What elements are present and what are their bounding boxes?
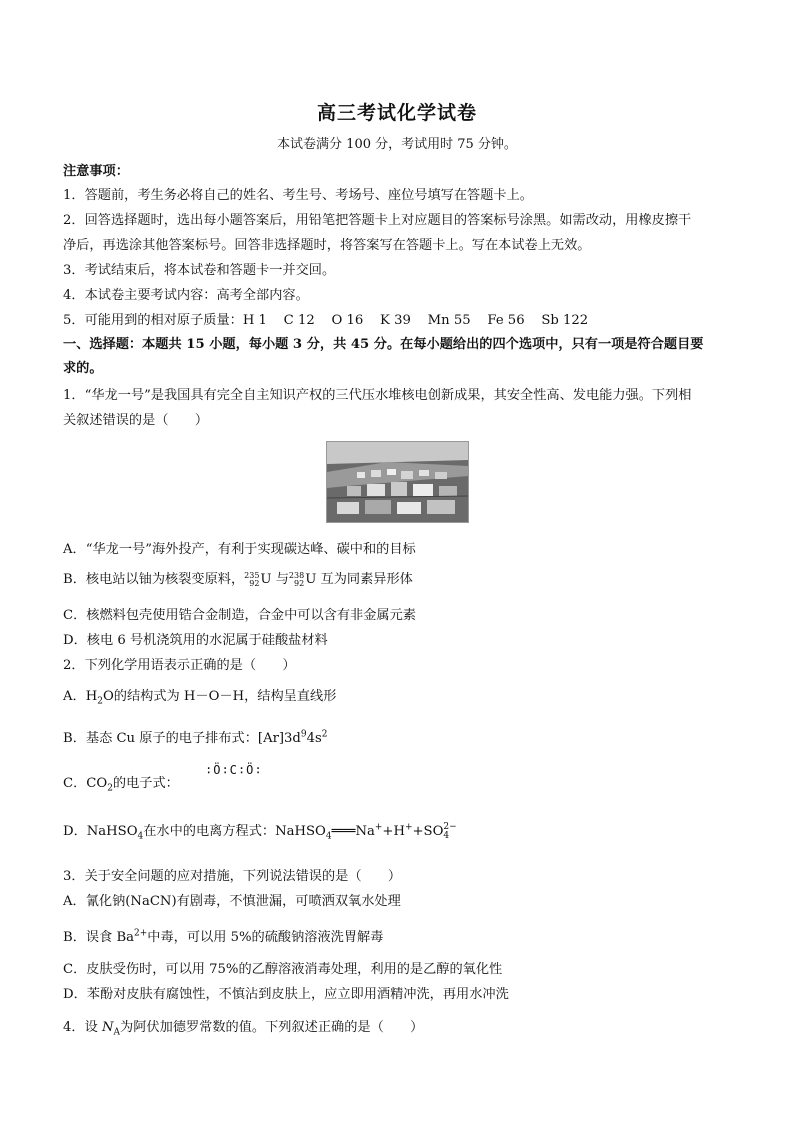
q2-option-d-text: 在水中的电离方程式：	[143, 824, 276, 839]
q2-option-c-text: 的电子式：	[112, 776, 179, 791]
subscript: 2	[97, 696, 103, 707]
mass-number: 235	[244, 570, 260, 580]
formula: H	[85, 689, 98, 704]
superscript: +	[374, 822, 383, 833]
note-item: 5．可能用到的相对原子质量：H 1 C 12 O 16 K 39 Mn 55 Fe 56 Sb 122	[63, 313, 589, 328]
q1-stem: 1．“华龙一号”是我国具有完全自主知识产权的三代压水堆核电创新成果，其安全性高、发电能力强。下列相	[63, 388, 692, 403]
section-heading-cont: 求的。	[63, 361, 103, 376]
note-item: 1．答题前，考生务必将自己的姓名、考生号、考场号、座位号填写在答题卡上。	[63, 188, 533, 203]
note-item: 净后，再选涂其他答案标号。回答非选择题时，将答案写在答题卡上。写在本试卷上无效。	[63, 238, 591, 253]
superscript: 2	[321, 729, 328, 740]
q3-option-c: C．皮肤受伤时，可以用 75%的乙醇溶液消毒处理，利用的是乙醇的氧化性	[63, 962, 503, 977]
isotope-u235	[244, 572, 259, 588]
subscript: A	[113, 1027, 121, 1038]
equation-rhs: +H	[382, 824, 405, 839]
note-item: 2．回答选择题时，选出每小题答案后，用铅笔把答题卡上对应题目的答案标号涂黑。如需改动，用橡皮擦干	[63, 213, 692, 228]
page-subtitle: 本试卷满分 100 分，考试用时 75 分钟。	[277, 137, 517, 152]
mass-number: 238	[288, 570, 305, 580]
q2-option-a-text: 的结构式为 H－O－H，结构呈直线形	[113, 689, 337, 704]
q3-option-b-text: B．误食 Ba	[63, 930, 134, 945]
q1-option-c: C．核燃料包壳使用锆合金制造，合金中可以含有非金属元素	[63, 608, 416, 623]
equation-arrow: ═══	[331, 824, 356, 839]
equation-lhs: NaHSO	[275, 824, 326, 839]
q2-option-b-label: B．基态 Cu 原子的电子排布式：	[63, 731, 258, 746]
q2-option-c	[63, 772, 743, 794]
atomic-number: 92	[294, 578, 305, 588]
atomic-number: 92	[249, 578, 260, 588]
q2-option-a-label: A．	[63, 689, 86, 704]
notes-heading: 注意事项：	[63, 164, 129, 179]
superscript: +	[404, 822, 413, 833]
q3-option-b	[63, 926, 743, 945]
avogadro-symbol: N	[101, 1020, 114, 1035]
q3-option-a: A．氰化钠(NaCN)有剧毒，不慎泄漏，可喷洒双氧水处理	[63, 894, 401, 909]
subscript: 2	[107, 783, 113, 794]
electron-config: 4s	[306, 731, 322, 746]
q3-stem: 3．关于安全问题的应对措施，下列说法错误的是（ ）	[63, 869, 402, 884]
equation-rhs: Na	[355, 824, 375, 839]
superscript: 9	[300, 729, 307, 740]
q4-stem	[63, 1016, 743, 1038]
nuclear-plant-photo	[326, 441, 469, 523]
q1-option-d: D．核电 6 号机浇筑用的水泥属于硅酸盐材料	[63, 633, 328, 648]
electron-config: [Ar]3d	[257, 731, 301, 746]
equation-rhs: +SO	[412, 824, 444, 839]
q1-option-b	[63, 568, 743, 588]
page-title: 高三考试化学试卷	[316, 102, 477, 124]
superscript: 2−	[443, 821, 457, 832]
q2-option-d-label: D．	[63, 824, 87, 839]
formula: CO	[86, 776, 108, 791]
sulfate-charge	[443, 823, 456, 841]
q2-stem: 2．下列化学用语表示正确的是（ ）	[63, 658, 296, 673]
co2-lewis-structure: ∶Ö∶C∶Ö∶	[205, 763, 263, 777]
q1-option-b-text: B．核电站以铀为核裂变原料，	[63, 572, 245, 587]
q2-option-a	[63, 685, 743, 707]
q4-stem-post: 为阿伏加德罗常数的值。下列叙述正确的是（ ）	[120, 1020, 424, 1035]
q2-option-b	[63, 727, 743, 746]
subscript: 4	[137, 831, 144, 842]
q2-option-c-label: C．	[63, 776, 87, 791]
subscript: 4	[325, 831, 332, 842]
subscript: 4	[443, 830, 450, 841]
q1-option-b-mid: U 与	[260, 572, 289, 587]
q1-option-b-post: U 互为同素异形体	[305, 572, 413, 587]
formula: NaHSO	[86, 824, 138, 839]
formula: O	[102, 689, 114, 704]
note-item: 3．考试结束后，将本试卷和答题卡一并交回。	[63, 263, 336, 278]
section-heading: 一、选择题：本题共 15 小题，每小题 3 分，共 45 分。在每小题给出的四个选项中，只有一项是符合题目要	[63, 337, 704, 352]
superscript: 2+	[134, 928, 148, 939]
isotope-u238	[289, 572, 304, 588]
q4-stem-pre: 4．设	[63, 1020, 102, 1035]
q3-option-b-post: 中毒，可以用 5%的硫酸钠溶液洗胃解毒	[147, 930, 384, 945]
q3-option-d: D．苯酚对皮肤有腐蚀性，不慎沾到皮肤上，应立即用酒精冲洗，再用水冲洗	[63, 987, 509, 1002]
q1-stem-cont: 关叙述错误的是（ ）	[63, 413, 209, 428]
note-item: 4．本试卷主要考试内容：高考全部内容。	[63, 288, 309, 303]
q1-option-a: A．“华龙一号”海外投产，有利于实现碳达峰、碳中和的目标	[63, 542, 416, 557]
q2-option-d	[63, 820, 743, 842]
